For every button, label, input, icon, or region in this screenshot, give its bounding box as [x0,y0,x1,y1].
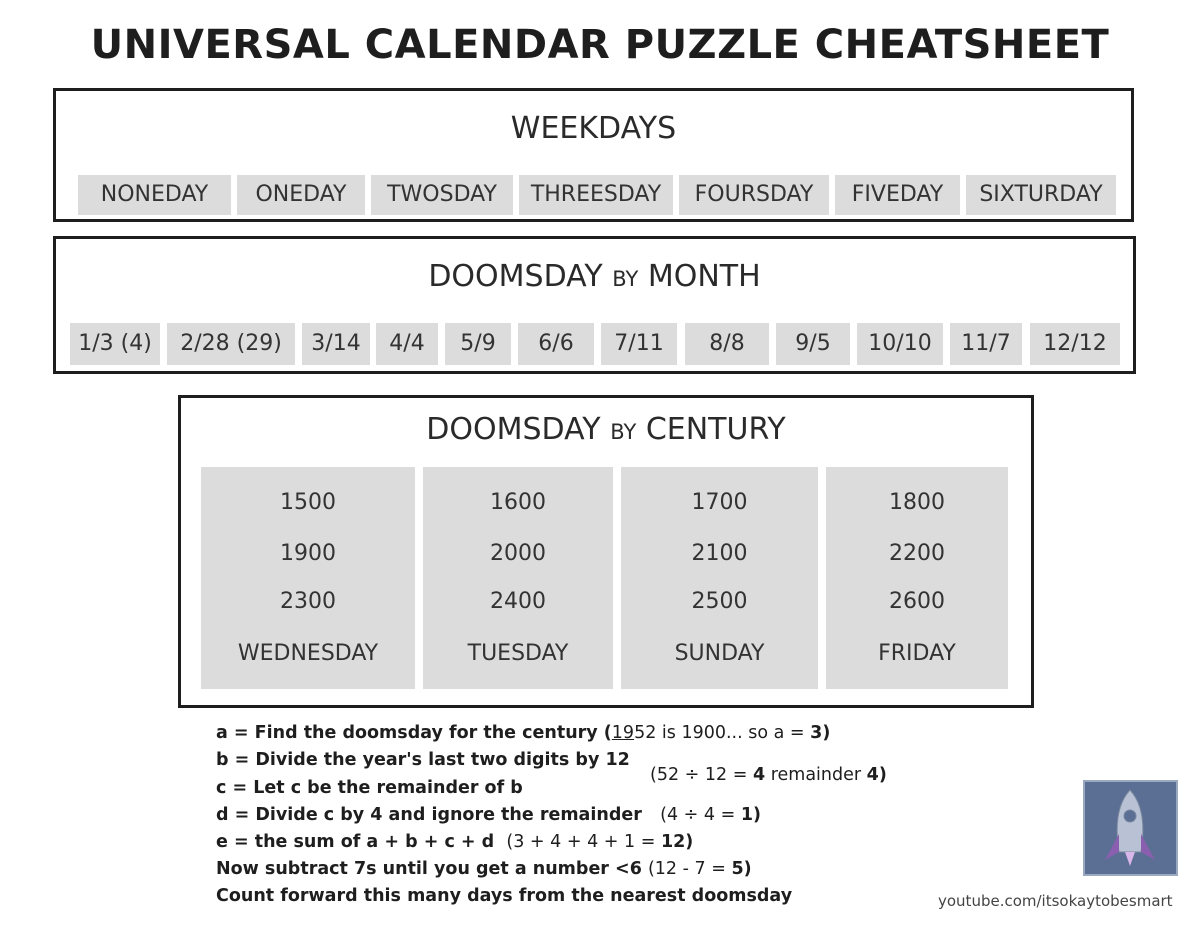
heading-by: BY [610,420,637,444]
month-date-chip: 5/9 [445,323,511,365]
century-doomsday: FRIDAY [878,641,956,666]
century-column [826,467,1008,689]
month-date-chip: 6/6 [518,323,594,365]
heading-word: DOOMSDAY [428,259,603,294]
century-year: 1800 [889,490,945,515]
weekday-chip: ONEDAY [237,175,365,215]
century-year: 2600 [889,589,945,614]
instruction-text: 3) [810,723,831,743]
instruction-text: (52 ÷ 12 = [650,765,753,785]
instruction-g: Count forward this many days from the nearest doomsday [216,886,793,906]
rocket-icon [1085,782,1176,874]
century-doomsday: WEDNESDAY [237,641,379,666]
weekday-chip: SIXTURDAY [966,175,1116,215]
instruction-text: Now subtract 7s until you get a number <6 [216,859,642,879]
century-year: 2100 [691,541,748,566]
month-date-chip: 12/12 [1030,323,1120,365]
heading-word: DOOMSDAY [426,412,601,447]
instruction-text: 12) [660,832,694,852]
instruction-text: 1) [740,805,762,825]
century-column [621,467,818,689]
century-year: 1900 [280,541,336,566]
month-date-chip: 8/8 [685,323,769,365]
century-doomsday: TUESDAY [467,641,569,666]
doomsday-century-box [178,395,1034,708]
weekday-chip: THREESDAY [519,175,673,215]
century-year: 2500 [691,589,748,614]
instruction-text: (12 - 7 = [647,859,732,879]
century-column [201,467,415,689]
instruction-text: a = Find the doomsday for the century ( [216,723,612,743]
doomsday-century-heading [181,412,1031,447]
weekday-chip: TWOSDAY [371,175,513,215]
month-date-chip: 2/28 (29) [167,323,295,365]
month-date-chip: 4/4 [376,323,438,365]
month-date-chip: 3/14 [302,323,370,365]
century-year: 1600 [490,490,546,515]
heading-word: MONTH [647,259,761,294]
page-title: UNIVERSAL CALENDAR PUZZLE CHEATSHEET [90,22,1110,68]
weekday-chip: FIVEDAY [835,175,960,215]
weekdays-box [53,88,1134,222]
instruction-a [216,723,830,743]
instruction-text: remainder [765,765,867,785]
instruction-f [216,859,752,879]
instruction-text: 4) [866,765,887,785]
instruction-text: (3 + 4 + 4 + 1 = [506,832,661,852]
century-year: 2400 [490,589,546,614]
month-date-chip: 1/3 (4) [70,323,160,365]
instruction-e [216,832,693,852]
doomsday-month-box [53,236,1136,374]
instruction-text: e = the sum of a + b + c + d [216,832,495,852]
footer-url: youtube.com/itsokaytobesmart [938,892,1173,910]
doomsday-month-heading [56,259,1133,294]
heading-word: CENTURY [645,412,786,447]
century-year: 2000 [490,541,546,566]
century-year: 2300 [280,589,336,614]
instruction-text: (4 ÷ 4 = [660,805,741,825]
instruction-b: b = Divide the year's last two digits by 12 [216,750,630,770]
instruction-text: 52 is 1900... so a = [634,723,811,743]
instruction-text: 5) [731,859,752,879]
century-year: 1700 [691,490,748,515]
heading-by: BY [612,267,639,291]
instruction-c: c = Let c be the remainder of b [216,778,523,798]
weekdays-heading: WEEKDAYS [510,111,677,146]
month-date-chip: 9/5 [776,323,850,365]
channel-logo [1083,780,1178,876]
instruction-bc-example [650,765,887,785]
instruction-text: 19 [611,723,635,743]
century-doomsday: SUNDAY [674,641,765,666]
century-year: 1500 [280,490,336,515]
month-date-chip: 7/11 [601,323,677,365]
instruction-text: d = Divide c by 4 and ignore the remainder [216,805,642,825]
century-year: 2200 [889,541,945,566]
month-date-chip: 10/10 [857,323,943,365]
month-date-chip: 11/7 [950,323,1022,365]
instruction-d [216,805,761,825]
instruction-text: 4 [752,765,766,785]
weekday-chip: NONEDAY [78,175,231,215]
century-column [423,467,613,689]
weekday-chip: FOURSDAY [679,175,829,215]
